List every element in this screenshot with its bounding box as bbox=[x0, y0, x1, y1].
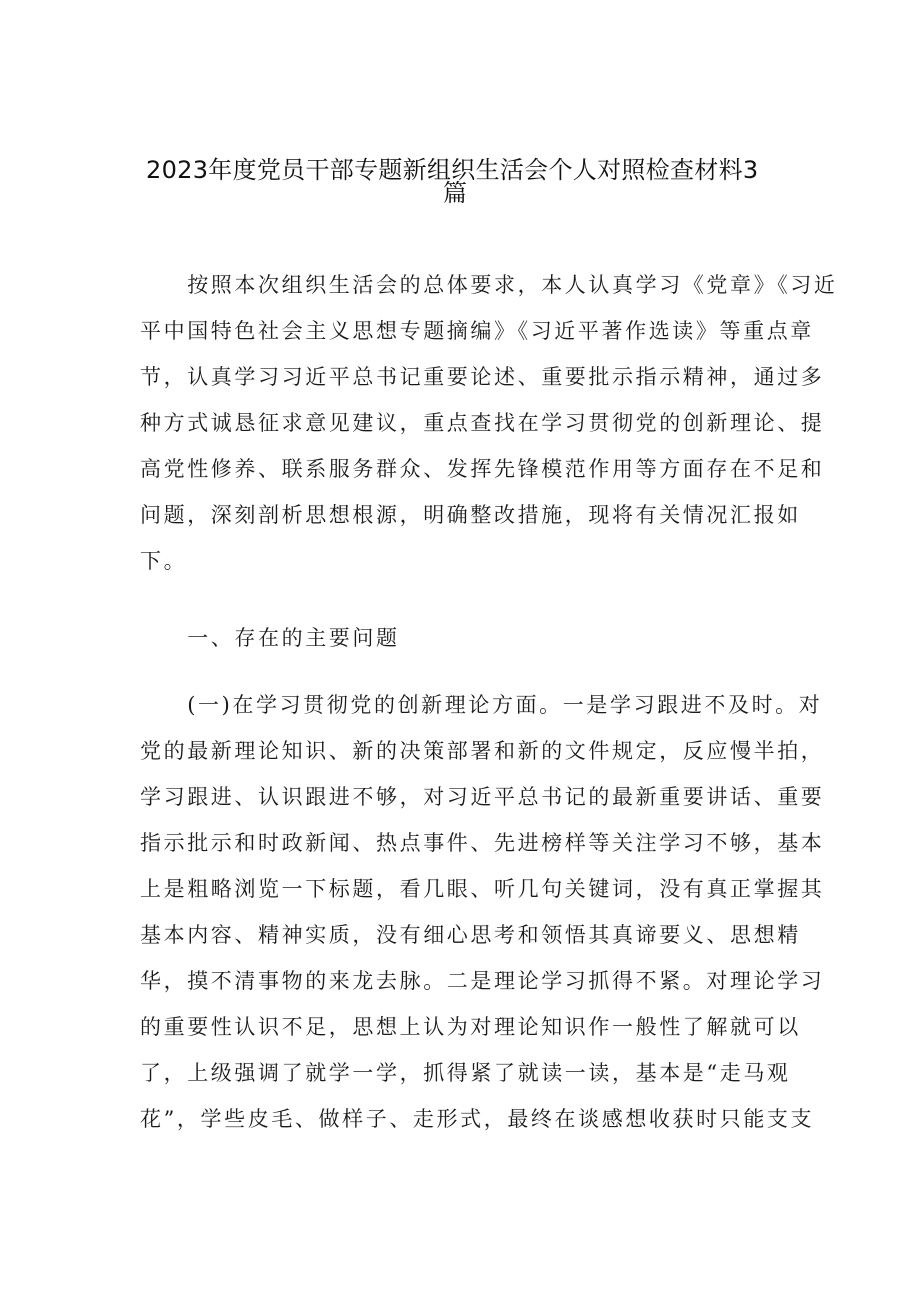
paragraph-line: (一)在学习贯彻党的创新理论方面。一是学习跟进不及时。对 bbox=[140, 693, 823, 717]
document-title-line-2: 篇 bbox=[443, 179, 468, 207]
paragraph-line: 按照本次组织生活会的总体要求，本人认真学习《党章》《习近 bbox=[140, 273, 838, 297]
paragraph-line: 上是粗略浏览一下标题，看几眼、听几句关键词，没有真正掌握其 bbox=[140, 877, 825, 901]
paragraph-line: 种方式诚恳征求意见建议，重点查找在学习贯彻党的创新理论、提 bbox=[140, 411, 825, 435]
paragraph-line: 花”，学些皮毛、做样子、走形式，最终在谈感想收获时只能支支 bbox=[140, 1107, 815, 1131]
section-heading-text: 一、存在的主要问题 bbox=[140, 626, 400, 650]
paragraph-line: 问题，深刻剖析思想根源，明确整改措施，现将有关情况汇报如 bbox=[140, 503, 801, 527]
paragraph-line: 了，上级强调了就学一学，抓得紧了就读一读，基本是“走马观 bbox=[140, 1061, 791, 1085]
paragraph-line: 高党性修养、联系服务群众、发挥先锋模范作用等方面存在不足和 bbox=[140, 457, 825, 481]
document-title-line-1: 2023年度党员干部专题新组织生活会个人对照检查材料3 bbox=[146, 156, 759, 184]
paragraph-line: 节，认真学习习近平总书记重要论述、重要批示指示精神，通过多 bbox=[140, 365, 825, 389]
paragraph-line: 指示批示和时政新闻、热点事件、先进榜样等关注学习不够，基本 bbox=[140, 831, 825, 855]
paragraph-line: 学习跟进、认识跟进不够，对习近平总书记的最新重要讲话、重要 bbox=[140, 785, 825, 809]
paragraph-line: 党的最新理论知识、新的决策部署和新的文件规定，反应慢半拍， bbox=[140, 739, 825, 763]
section-heading bbox=[140, 615, 780, 661]
paragraph-line: 下。 bbox=[140, 549, 188, 573]
paragraph-line: 华，摸不清事物的来龙去脉。二是理论学习抓得不紧。对理论学习 bbox=[140, 969, 825, 993]
paragraph-line: 的重要性认识不足，思想上认为对理论知识作一般性了解就可以 bbox=[140, 1015, 801, 1039]
body-paragraph bbox=[140, 682, 825, 1142]
paragraph-line: 平中国特色社会主义思想专题摘编》《习近平著作选读》等重点章 bbox=[140, 319, 814, 343]
paragraph-line: 基本内容、精神实质，没有细心思考和领悟其真谛要义、思想精 bbox=[140, 923, 801, 947]
intro-paragraph bbox=[140, 262, 838, 584]
